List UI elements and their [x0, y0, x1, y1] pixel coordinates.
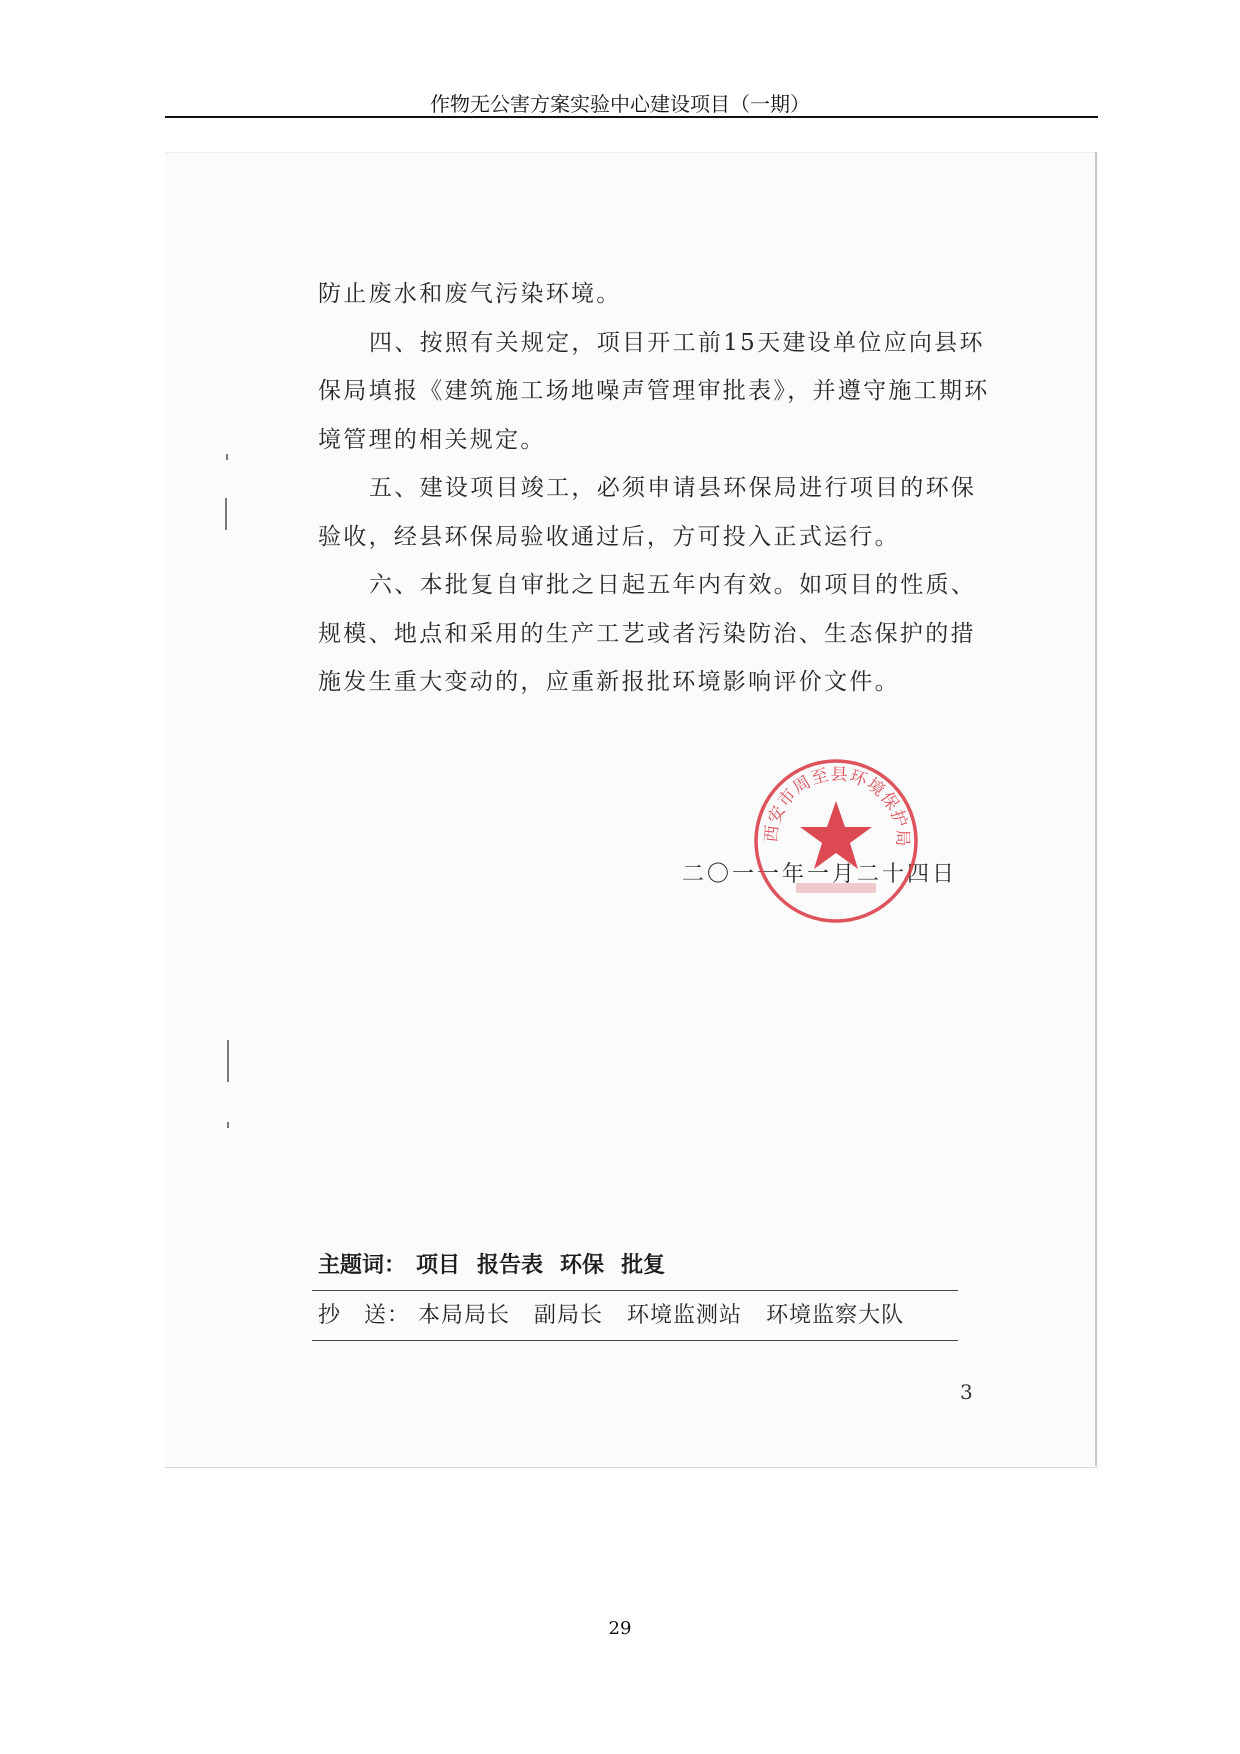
keywords-label: 主题词： [318, 1253, 407, 1278]
binding-mark [225, 498, 227, 530]
approval-body [318, 270, 998, 707]
header-rule [165, 116, 1098, 118]
keyword: 项目 [416, 1253, 461, 1278]
cc-recipient: 副局长 [534, 1303, 604, 1328]
body-paragraph: 防止废水和废气污染环境。 [318, 281, 622, 307]
keyword: 批复 [621, 1253, 666, 1278]
body-paragraph: 六、本批复自审批之日起五年内有效。如项目的性质、规模、地点和采用的生产工艺或者污染防治、生态保护的措施发生重大变动的，应重新报批环境影响评价文件。 [318, 572, 977, 695]
header-title: 作物无公害方案实验中心建设项目（一期） [430, 92, 810, 116]
cc-recipient: 本局局长 [418, 1303, 511, 1328]
seal-text: 西安市周至县环境保护局 [761, 764, 913, 848]
cc-recipient: 环境监测站 [627, 1303, 743, 1328]
cc-rule [312, 1340, 958, 1341]
official-seal-icon [750, 755, 922, 927]
binding-mark [226, 454, 228, 460]
cc-list [318, 1298, 904, 1329]
keyword: 报告表 [477, 1253, 544, 1278]
scan-edge [1095, 152, 1097, 1466]
binding-mark [227, 1122, 229, 1128]
issue-date: 二〇一一年一月二十四日 [682, 862, 958, 887]
body-paragraph: 五、建设项目竣工，必须申请县环保局进行项目的环保验收，经县环保局验收通过后，方可投入正式运行。 [318, 475, 977, 550]
page-number: 29 [608, 1618, 632, 1639]
cc-label: 抄 送： [318, 1303, 411, 1328]
cc-recipient: 环境监察大队 [766, 1303, 905, 1328]
subject-keywords [318, 1248, 665, 1279]
scanned-page-number: 3 [960, 1380, 973, 1404]
body-paragraph: 四、按照有关规定，项目开工前15天建设单位应向县环保局填报《建筑施工场地噪声管理审批表》，并遵守施工期环境管理的相关规定。 [318, 329, 990, 453]
cc-rule [312, 1290, 958, 1291]
binding-mark [227, 1040, 229, 1082]
keyword: 环保 [560, 1253, 605, 1278]
